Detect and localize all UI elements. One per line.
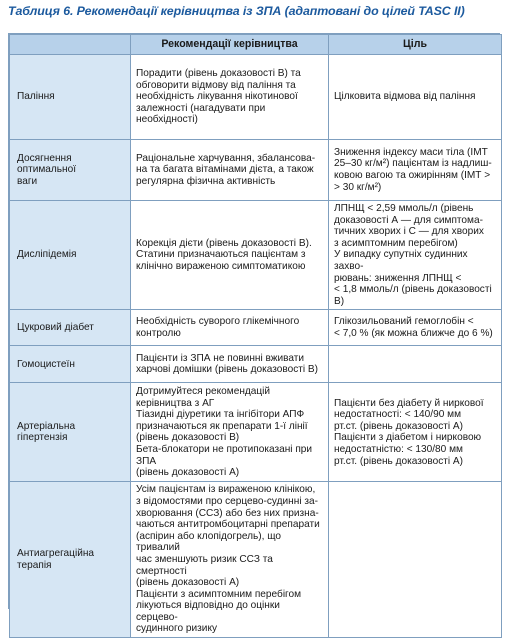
recommendation-line: залежності (нагадувати при [136,102,266,114]
condition-cell [10,140,131,201]
recommendation-line: Корекція дієти (рівень доказовості В). [136,237,312,249]
condition-cell [10,482,131,638]
condition-line: Досягнення [17,152,72,164]
condition-line: Артеріальна [17,420,76,432]
recommendation-cell [131,55,329,140]
recommendation-cell [131,482,329,638]
condition-line: Паління [17,91,55,103]
goal-line: У випадку супутніх судинних захво- [334,249,468,272]
recommendation-line: Дотримуйтеся рекомендацій [136,385,271,397]
goal-line: рювань: зниження ЛПНЩ < [334,272,462,284]
recommendations-table [9,34,502,638]
recommendation-line: Пацієнти із ЗПА не повинні вживати [136,352,305,364]
recommendation-cell [131,201,329,310]
table-row [10,140,502,201]
goal-line: доказовості А — для симптома- [334,214,483,226]
condition-line: Дисліпідемія [17,249,77,261]
condition-line: Антиагрегаційна [17,548,95,560]
table-row [10,346,502,383]
goal-line: > 30 кг/м²) [334,181,382,193]
recommendation-line: на та багата вітамінами дієта, а також [136,164,314,176]
recommendation-line: лікуються відповідно до оцінки серцево- [136,600,280,623]
recommendation-line: час зменшують ризик ССЗ та смертності [136,553,273,577]
goal-line: < 1,8 ммоль/л (рівень доказовості В) [334,284,492,307]
recommendation-line: харчові домішки (рівень доказовості В) [136,364,319,376]
goal-cell [329,201,502,310]
goal-cell [329,55,502,140]
goal-line: рт.ст. (рівень доказовості А) [334,455,464,467]
table-row [10,482,502,638]
header-goal: Ціль [329,35,502,55]
goal-line: < 7,0 % (як можна ближче до 6 %) [334,327,493,339]
recommendation-line: хворювання (ССЗ) або без них признa- [136,507,319,519]
recommendation-line: керівництва з АГ [136,397,215,409]
recommendation-line: Тіазидні діуретики та інгібітори АПФ [136,409,305,421]
recommendation-line: Усім пацієнтам із вираженою клінікою, [136,484,316,496]
recommendation-line: клінічно вираженою симптоматикою [136,260,306,272]
goal-cell [329,383,502,482]
recommendation-line: призначаються як препарати 1-ї лінії [136,420,308,432]
recommendation-line: регулярна фізична активність [136,175,276,187]
goal-line: рт.ст. (рівень доказовості А) [334,420,464,432]
goal-line: 25–30 кг/м²) пацієнтам із надлиш- [334,158,492,170]
condition-line: гіпертензія [17,432,68,444]
condition-line: Гомоцистеїн [17,358,75,370]
recommendation-line: необхідності) [136,114,198,126]
recommendation-line: судинного ризику [136,623,218,635]
table-row [10,383,502,482]
recommendation-line: необхідність лікування нікотинової [136,91,298,103]
goal-line: недостатністю: < 130/80 мм [334,443,463,455]
recommendation-line: чаються антитромбоцитарні препарати [136,519,320,531]
condition-line: Цукровий діабет [17,322,94,334]
recommendation-line: (рівень доказовості А) [136,577,240,589]
goal-line: Пацієнти з діабетом і нирковою [334,432,482,444]
goal-line: Пацієнти без діабету й ниркової [334,397,484,409]
recommendation-line: Порадити (рівень доказовості В) та [136,68,301,80]
goal-cell [329,346,502,383]
condition-cell [10,201,131,310]
recommendation-cell [131,346,329,383]
header-recommendations: Рекомендації керівництва [131,35,329,55]
table-caption: Таблиця 6. Рекомендації керівництва із ЗПА (адаптовані до цілей TASC II) [8,4,465,18]
condition-line: оптимальної [17,164,77,176]
condition-cell [10,346,131,383]
header-row [10,35,502,55]
recommendation-line: обговорити відмову від паління та [136,79,296,91]
recommendations-table-container [8,33,500,635]
goal-cell [329,140,502,201]
recommendation-line: (рівень доказовості В) [136,432,240,444]
recommendation-line: Пацієнти з асимптомним перебігом [136,588,302,600]
goal-line: Глікозильований гемоглобін < [334,316,474,328]
recommendation-line: з відомостями про серцево-судинні за- [136,495,318,507]
table-row [10,201,502,310]
goal-cell [329,310,502,346]
goal-line: ЛПНЩ < 2,59 ммоль/л (рівень [334,203,474,214]
goal-line: тичних хворих і С — для хворих [334,226,484,238]
recommendation-line: (рівень доказовості А) [136,467,240,479]
condition-cell [10,310,131,346]
recommendation-line: Статини призначаються пацієнтам з [136,249,306,261]
condition-cell [10,383,131,482]
recommendation-line: контролю [136,327,181,339]
recommendation-cell [131,310,329,346]
table-row [10,310,502,346]
goal-cell [329,482,502,638]
recommendation-cell [131,383,329,482]
recommendation-line: (аспірин або клопідогрель), що тривалий [136,530,282,554]
table-row [10,55,502,140]
recommendation-line: Необхідність суворого глікемічного [136,316,300,328]
condition-line: ваги [17,175,38,187]
goal-line: ковою вагою та ожирінням (ІМТ > [334,170,491,181]
header-condition [10,35,131,55]
condition-cell [10,55,131,140]
recommendation-line: Раціональне харчування, збалансова- [136,152,316,164]
goal-line: Цілковита відмова від паління [334,91,476,103]
goal-line: з асимптомним перебігом) [334,237,458,249]
condition-line: терапія [17,559,52,571]
recommendation-line: Бета-блокатори не протипоказані при ЗПА [136,443,313,467]
goal-line: Зниження індексу маси тіла (ІМТ [334,146,488,158]
recommendation-cell [131,140,329,201]
goal-line: недостатності: < 140/90 мм [334,409,462,421]
